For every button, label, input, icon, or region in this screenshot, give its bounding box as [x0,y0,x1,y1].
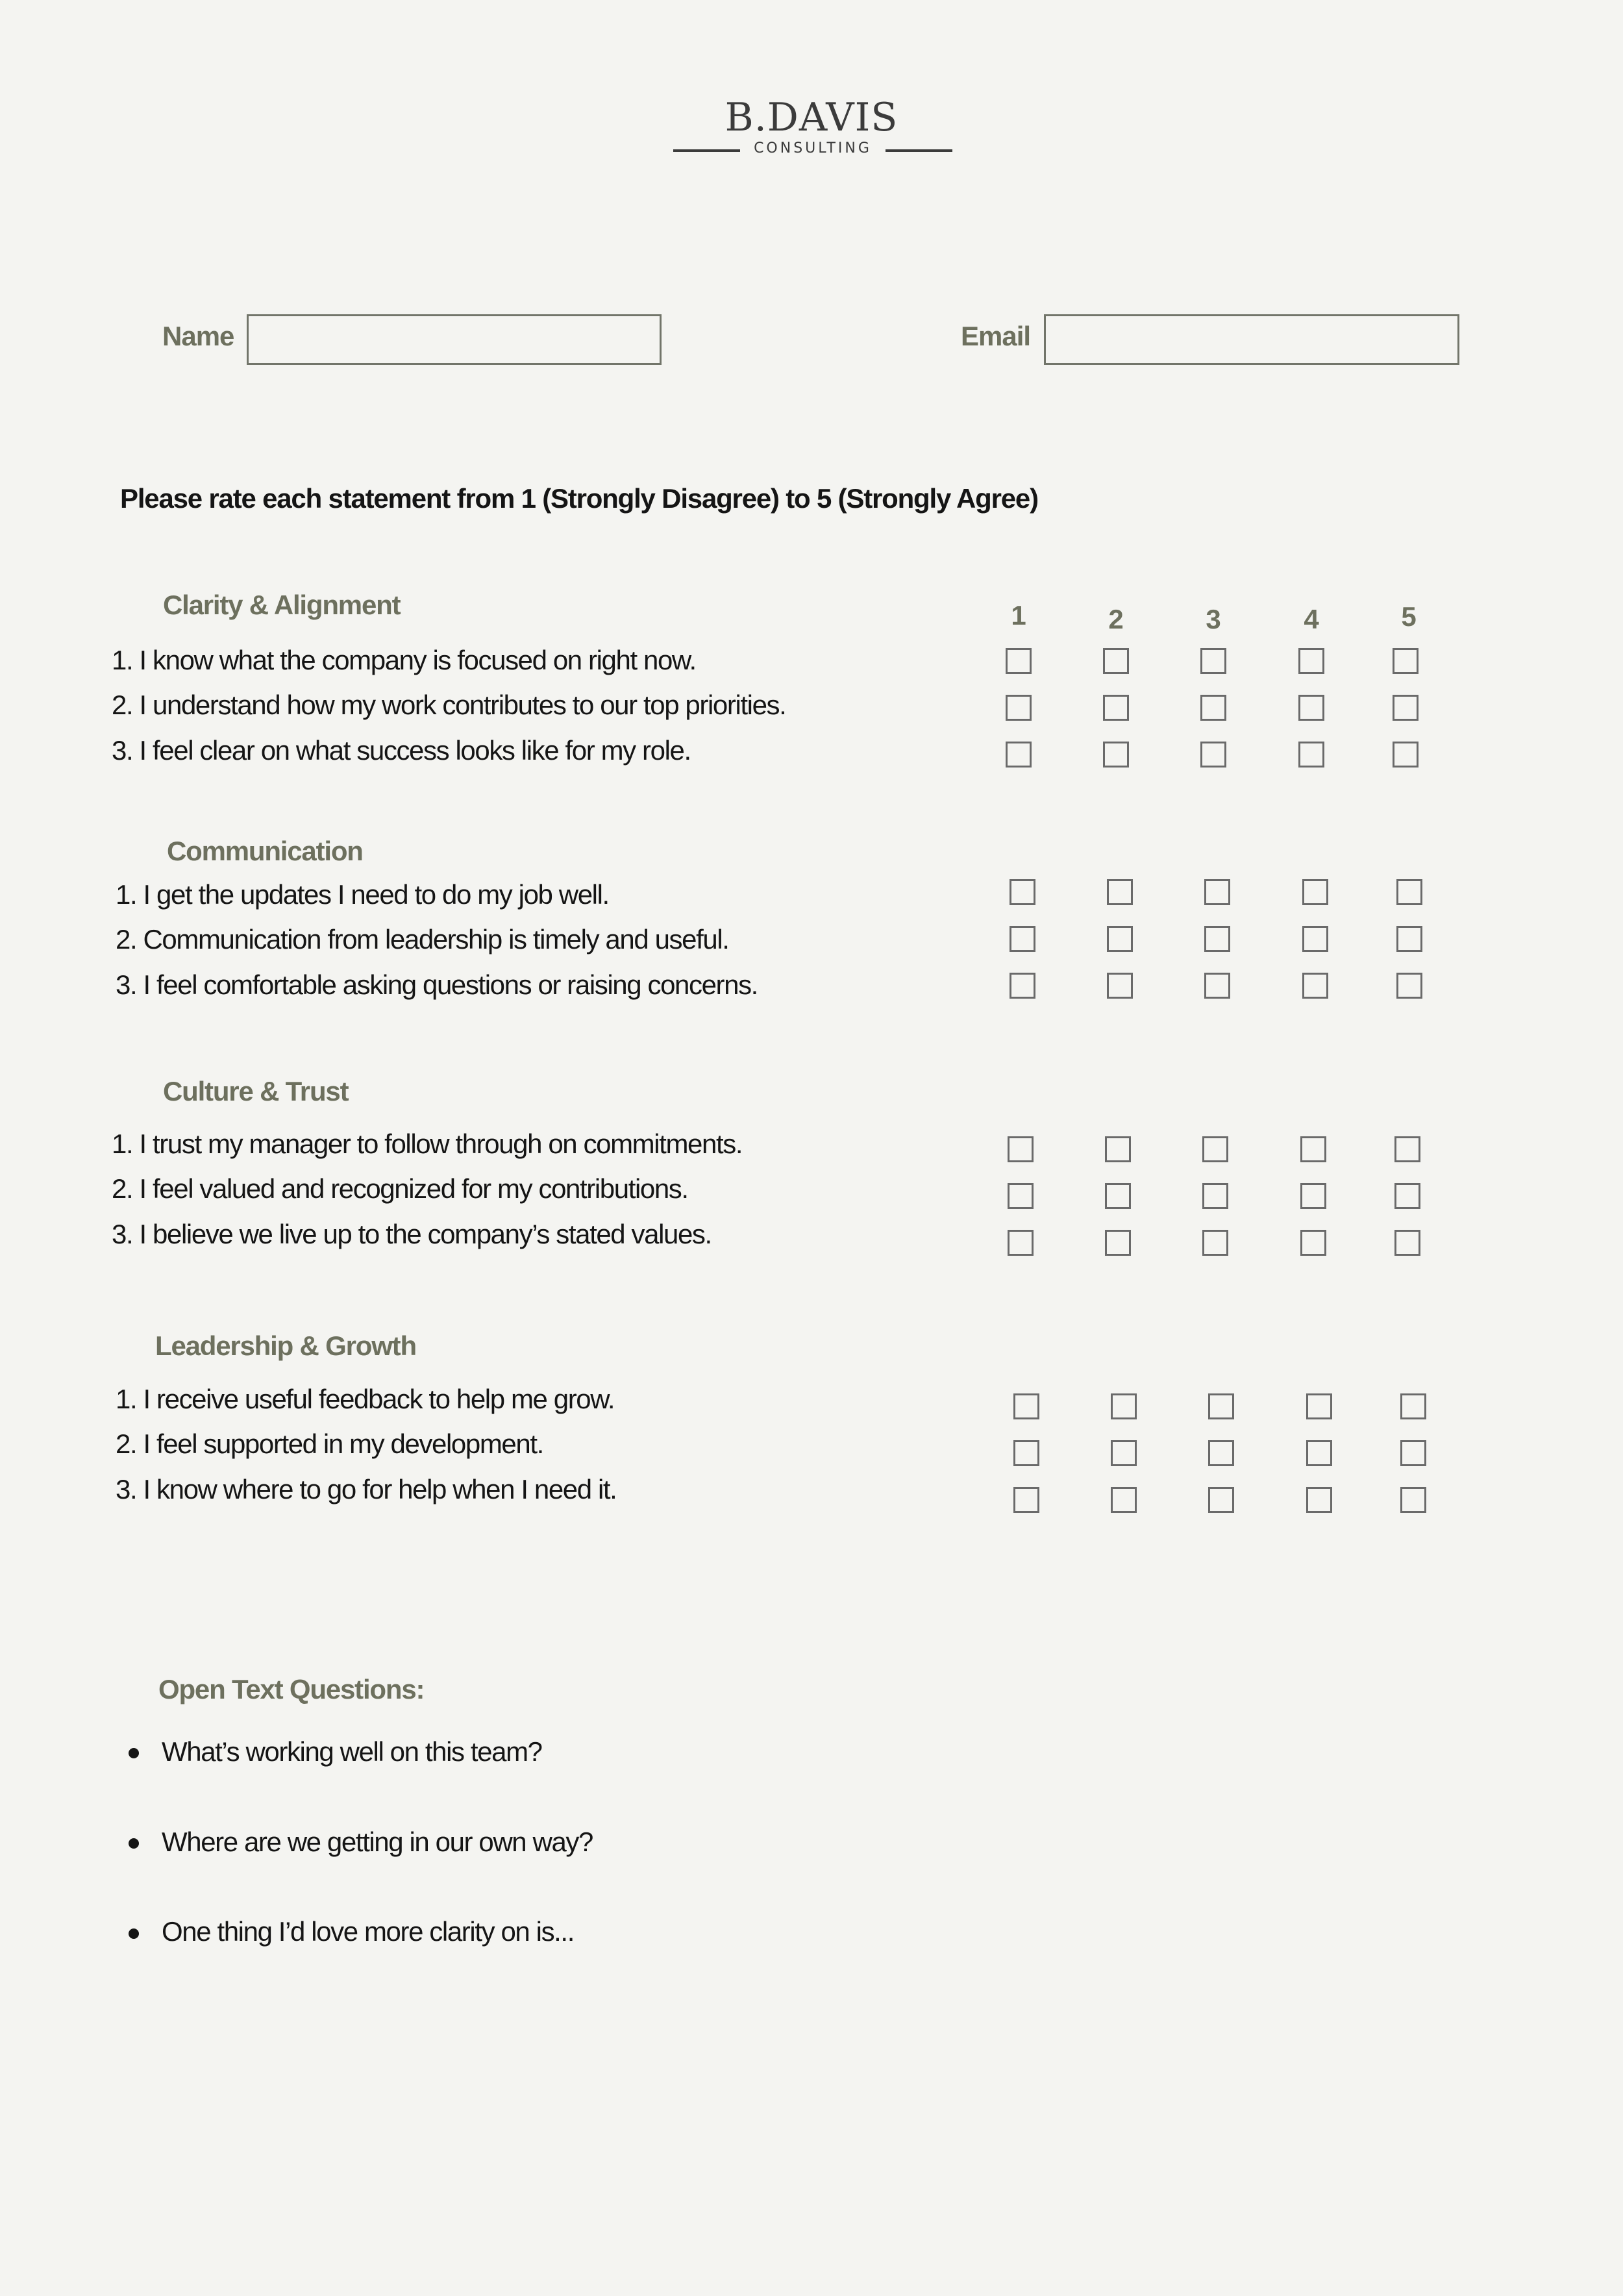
rating-checkbox-1[interactable] [1010,926,1035,952]
rating-checkbox-3[interactable] [1208,1487,1234,1513]
rating-checkbox-2[interactable] [1107,879,1133,905]
bullet-icon [129,1748,139,1758]
section-title-clarity: Clarity & Alignment [163,590,401,620]
rating-checkbox-4[interactable] [1300,1136,1326,1162]
statement: 2. I feel supported in my development. [116,1429,543,1459]
rating-checkbox-2[interactable] [1105,1183,1131,1209]
rating-checkbox-1[interactable] [1013,1440,1039,1466]
rating-checkbox-5[interactable] [1393,648,1419,674]
rating-checkbox-3[interactable] [1200,742,1226,767]
rating-checkbox-2[interactable] [1105,1230,1131,1256]
rating-checkbox-3[interactable] [1200,648,1226,674]
rating-checkbox-5[interactable] [1394,1136,1420,1162]
statement: 3. I know where to go for help when I need it. [116,1474,617,1504]
rating-checkbox-2[interactable] [1105,1136,1131,1162]
statement: 2. I feel valued and recognized for my contributions. [112,1173,688,1204]
rating-checkbox-1[interactable] [1006,742,1032,767]
logo-left-rule [673,149,740,152]
statement: 3. I feel comfortable asking questions or raising concerns. [116,969,758,1000]
statement: 1. I know what the company is focused on right now. [112,645,696,675]
rating-checkbox-3[interactable] [1204,926,1230,952]
rating-checkbox-1[interactable] [1008,1183,1034,1209]
scale-label-4: 4 [1304,604,1319,634]
rating-checkbox-1[interactable] [1008,1136,1034,1162]
scale-label-2: 2 [1108,604,1124,634]
statement: 1. I receive useful feedback to help me grow. [116,1384,615,1414]
rating-checkbox-4[interactable] [1300,1183,1326,1209]
rating-checkbox-5[interactable] [1396,973,1422,999]
section-title-leadership: Leadership & Growth [155,1330,416,1361]
email-input[interactable] [1044,314,1459,365]
rating-checkbox-3[interactable] [1200,695,1226,721]
rating-checkbox-3[interactable] [1204,973,1230,999]
rating-checkbox-2[interactable] [1111,1487,1137,1513]
open-question: What’s working well on this team? [162,1736,542,1767]
rating-checkbox-4[interactable] [1306,1440,1332,1466]
rating-checkbox-2[interactable] [1103,648,1129,674]
rating-checkbox-2[interactable] [1107,973,1133,999]
rating-checkbox-3[interactable] [1202,1183,1228,1209]
rating-checkbox-5[interactable] [1394,1183,1420,1209]
rating-checkbox-5[interactable] [1396,879,1422,905]
rating-checkbox-5[interactable] [1394,1230,1420,1256]
rating-checkbox-4[interactable] [1298,648,1324,674]
statement: 1. I get the updates I need to do my job well. [116,879,609,910]
rating-checkbox-1[interactable] [1013,1487,1039,1513]
rating-checkbox-5[interactable] [1400,1487,1426,1513]
rating-checkbox-4[interactable] [1302,879,1328,905]
section-title-culture: Culture & Trust [163,1076,349,1106]
rating-checkbox-2[interactable] [1107,926,1133,952]
rating-checkbox-5[interactable] [1400,1393,1426,1419]
rating-checkbox-4[interactable] [1300,1230,1326,1256]
rating-checkbox-5[interactable] [1396,926,1422,952]
bullet-icon [129,1928,139,1939]
bullet-icon [129,1838,139,1849]
statement: 1. I trust my manager to follow through on commitments. [112,1129,743,1159]
rating-checkbox-4[interactable] [1306,1487,1332,1513]
brand-name: B.DAVIS [725,95,898,140]
rating-checkbox-5[interactable] [1393,742,1419,767]
rating-checkbox-3[interactable] [1202,1230,1228,1256]
statement: 3. I believe we live up to the company’s stated values. [112,1219,712,1249]
rating-checkbox-2[interactable] [1111,1393,1137,1419]
rating-checkbox-1[interactable] [1006,695,1032,721]
name-input[interactable] [247,314,662,365]
rating-checkbox-2[interactable] [1111,1440,1137,1466]
open-questions-title: Open Text Questions: [158,1674,425,1704]
rating-checkbox-3[interactable] [1208,1440,1234,1466]
rating-checkbox-2[interactable] [1103,695,1129,721]
rating-checkbox-1[interactable] [1010,879,1035,905]
email-label: Email [961,321,1031,351]
brand-subtitle: CONSULTING [754,140,872,156]
open-question: One thing I’d love more clarity on is... [162,1916,574,1947]
statement: 2. Communication from leadership is timely and useful. [116,924,729,955]
statement: 2. I understand how my work contributes to our top priorities. [112,690,786,720]
rating-checkbox-4[interactable] [1306,1393,1332,1419]
rating-checkbox-1[interactable] [1008,1230,1034,1256]
statement: 3. I feel clear on what success looks like for my role. [112,735,691,766]
section-title-communication: Communication [167,836,363,866]
rating-checkbox-4[interactable] [1298,695,1324,721]
rating-checkbox-1[interactable] [1013,1393,1039,1419]
rating-checkbox-3[interactable] [1204,879,1230,905]
rating-checkbox-1[interactable] [1006,648,1032,674]
scale-label-3: 3 [1206,604,1221,634]
name-label: Name [162,321,234,351]
rating-checkbox-3[interactable] [1208,1393,1234,1419]
rating-checkbox-4[interactable] [1302,926,1328,952]
rating-checkbox-5[interactable] [1400,1440,1426,1466]
rating-checkbox-1[interactable] [1010,973,1035,999]
scale-label-5: 5 [1401,601,1417,632]
rating-checkbox-4[interactable] [1298,742,1324,767]
scale-label-1: 1 [1011,600,1026,630]
logo-right-rule [886,149,952,152]
open-question: Where are we getting in our own way? [162,1827,593,1857]
rating-checkbox-2[interactable] [1103,742,1129,767]
instructions: Please rate each statement from 1 (Strongly Disagree) to 5 (Strongly Agree) [120,483,1038,514]
rating-checkbox-3[interactable] [1202,1136,1228,1162]
brand-subtitle-row [673,140,952,161]
rating-checkbox-4[interactable] [1302,973,1328,999]
rating-checkbox-5[interactable] [1393,695,1419,721]
